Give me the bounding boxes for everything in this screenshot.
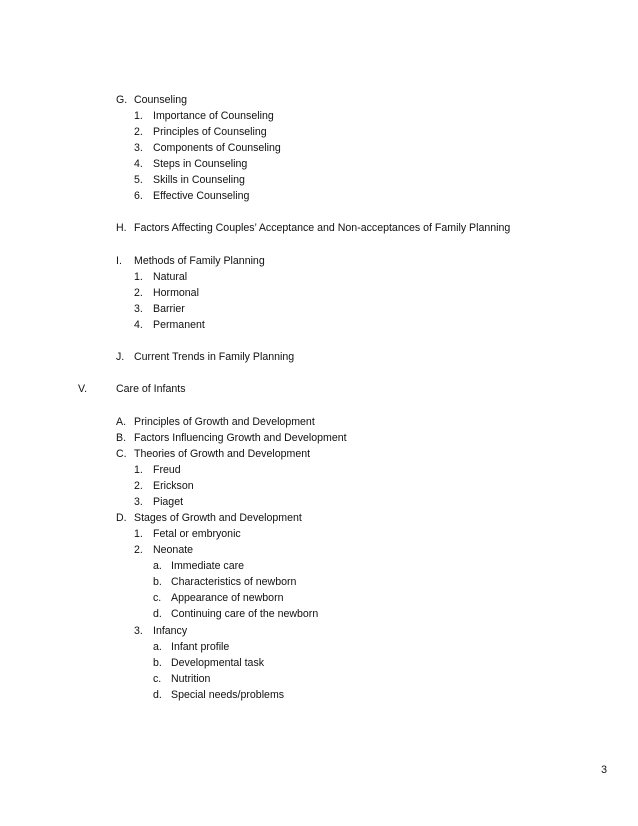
item-marker: 3. [134, 142, 143, 154]
item-marker: 2. [134, 544, 143, 556]
item-marker: V. [78, 383, 88, 395]
item-text: Freud [153, 464, 181, 476]
item-marker: 2. [134, 480, 143, 492]
item-marker: c. [153, 673, 162, 685]
item-marker: B. [116, 432, 127, 444]
item-text: Steps in Counseling [153, 158, 248, 170]
item-marker: 1. [134, 528, 143, 540]
page-number: 3 [601, 764, 607, 776]
item-text: Principles of Counseling [153, 126, 267, 138]
item-text: Current Trends in Family Planning [134, 351, 295, 363]
item-marker: c. [153, 592, 162, 604]
item-marker: A. [116, 416, 127, 428]
item-marker: H. [116, 222, 127, 234]
item-marker: b. [153, 657, 162, 669]
item-marker: 3. [134, 303, 143, 315]
item-text: Piaget [153, 496, 184, 508]
item-text: Components of Counseling [153, 142, 281, 154]
item-marker: 1. [134, 271, 143, 283]
item-marker: 1. [134, 110, 143, 122]
item-text: Neonate [153, 544, 194, 556]
item-text: Skills in Counseling [153, 174, 245, 186]
item-marker: 2. [134, 126, 143, 138]
item-text: Fetal or embryonic [153, 528, 241, 540]
item-text: Immediate care [171, 560, 245, 572]
item-text: Theories of Growth and Development [134, 448, 311, 460]
item-marker: 3. [134, 496, 143, 508]
item-text: Developmental task [171, 657, 265, 669]
item-text: Infancy [153, 625, 188, 637]
item-text: Nutrition [171, 673, 211, 685]
item-text: Hormonal [153, 287, 199, 299]
item-text: Natural [153, 271, 188, 283]
item-text: Effective Counseling [153, 190, 250, 202]
item-marker: a. [153, 560, 162, 572]
item-marker: G. [116, 94, 128, 106]
item-marker: 4. [134, 158, 143, 170]
item-text: Erickson [153, 480, 194, 492]
item-text: Characteristics of newborn [171, 576, 297, 588]
item-marker: 5. [134, 174, 143, 186]
item-marker: D. [116, 512, 127, 524]
item-marker: 6. [134, 190, 143, 202]
item-text: Stages of Growth and Development [134, 512, 302, 524]
item-text: Continuing care of the newborn [171, 608, 319, 620]
item-text: Appearance of newborn [171, 592, 284, 604]
item-text: Permanent [153, 319, 205, 331]
item-text: Infant profile [171, 641, 230, 653]
item-text: Importance of Counseling [153, 110, 274, 122]
item-text: Barrier [153, 303, 185, 315]
item-marker: C. [116, 448, 127, 460]
item-marker: 3. [134, 625, 143, 637]
item-text: Factors Affecting Couples’ Acceptance and Non-acceptances of Family Planning [134, 222, 511, 234]
item-text: Counseling [134, 94, 188, 106]
item-text: Methods of Family Planning [134, 255, 265, 267]
item-text: Factors Influencing Growth and Development [134, 432, 347, 444]
item-text: Principles of Growth and Development [134, 416, 315, 428]
item-marker: J. [116, 351, 125, 363]
item-marker: d. [153, 689, 162, 701]
item-text: Special needs/problems [171, 689, 285, 701]
item-marker: d. [153, 608, 162, 620]
item-marker: I. [116, 255, 122, 267]
item-text: Care of Infants [116, 383, 186, 395]
item-marker: a. [153, 641, 162, 653]
item-marker: 4. [134, 319, 143, 331]
item-marker: 1. [134, 464, 143, 476]
item-marker: b. [153, 576, 162, 588]
item-marker: 2. [134, 287, 143, 299]
